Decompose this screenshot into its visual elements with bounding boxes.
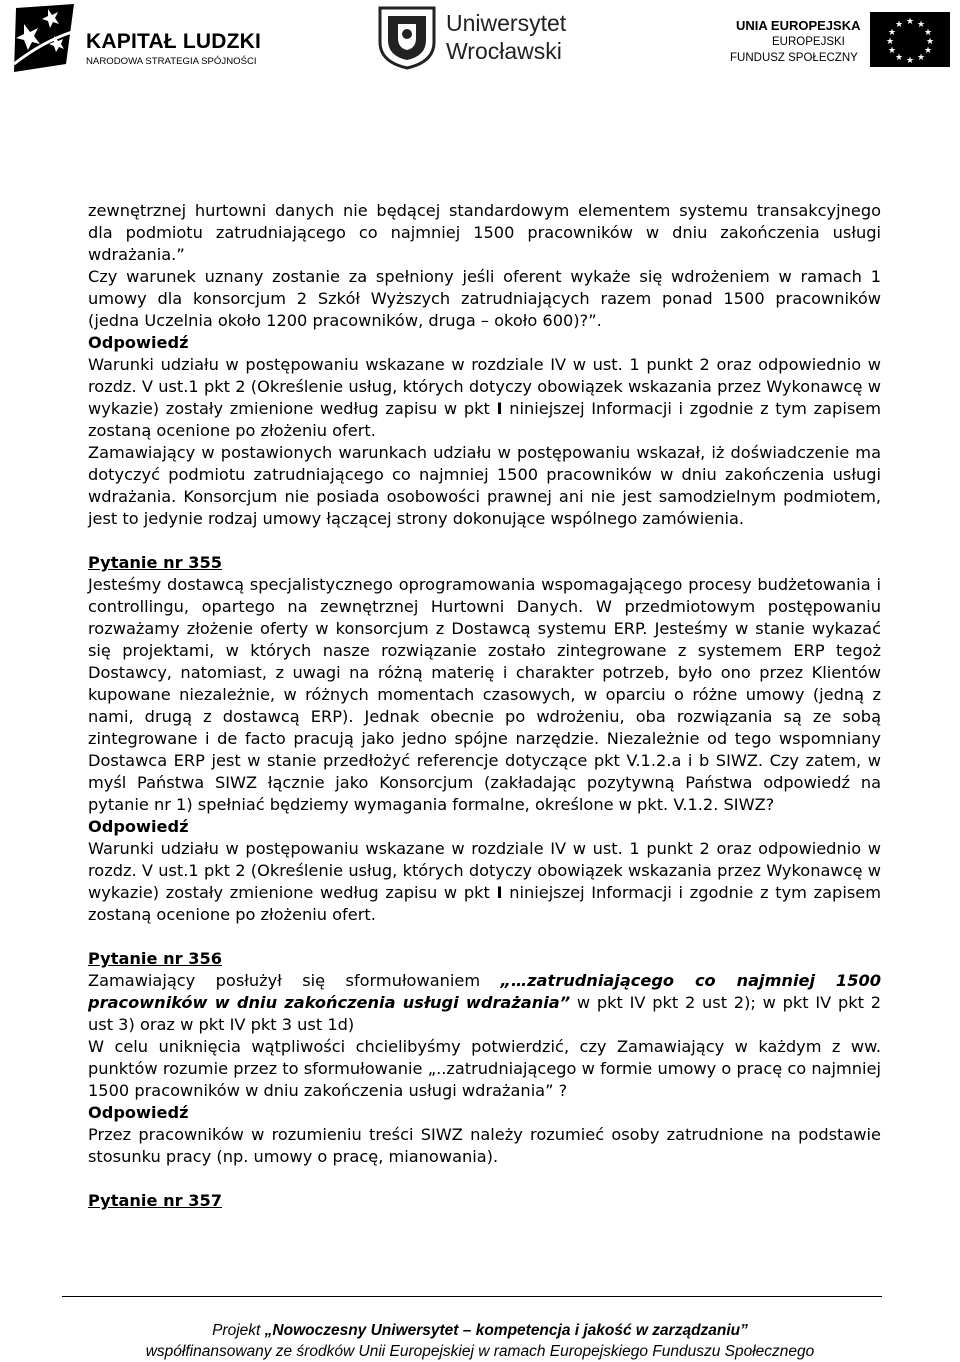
- question-356-text2: W celu uniknięcia wątpliwości chcielibyśmy potwierdzić, czy Zamawiający w każdym z ww. punktów rozumie przez to sformułowanie „..zatrudniającego w formie umowy o pracę co najmniej 1500 pracowników w dniu zakończenia usługi wdrażania” ?: [88, 1037, 881, 1100]
- spacer: [88, 1168, 881, 1190]
- question-356-title: Pytanie nr 356: [88, 949, 222, 968]
- answer-text-part1: Warunki udziału w postępowaniu wskazane w rozdziale IV w ust. 1 punkt 2 oraz odpowiednio w rozdz. V ust.1 pkt 2 (Określenie usług, których dotyczy obowiązek wskazania przez Wykonawcę w wykazie) zostały zmienione według zapisu w pkt: [88, 355, 881, 418]
- svg-text:★: ★: [925, 37, 935, 47]
- footer-project-prefix: Projekt: [212, 1322, 265, 1339]
- uniwersytet-wroclawski-logo: [376, 4, 606, 70]
- university-name-line2: Wrocławski: [446, 38, 562, 64]
- kapital-ludzki-name: KAPITAŁ LUDZKI: [86, 30, 262, 53]
- answer-text: [88, 354, 881, 442]
- svg-text:★: ★: [916, 53, 926, 63]
- answer-text-bold: I: [496, 399, 503, 418]
- eu-fund-line1: EUROPEJSKI: [772, 36, 845, 48]
- question-356-quote: „…zatrudniającego co najmniej 1500 pracowników w dniu zakończenia usługi wdrażania”: [88, 971, 881, 1012]
- svg-text:★: ★: [916, 20, 926, 30]
- svg-text:★: ★: [894, 53, 904, 63]
- svg-text:★: ★: [894, 20, 904, 30]
- document-body: [88, 200, 881, 1212]
- kapital-ludzki-emblem-icon: [6, 2, 82, 74]
- answer-355-text: [88, 838, 881, 926]
- svg-text:★: ★: [923, 28, 933, 38]
- svg-text:★: ★: [887, 28, 897, 38]
- answer-text-part2: niniejszej Informacji i zgodnie z tym zapisem zostaną ocenione po złożeniu ofert.: [88, 399, 881, 440]
- eu-fund-line2: FUNDUSZ SPOŁECZNY: [730, 52, 858, 64]
- question-356-part2: w pkt IV pkt 2 ust 2); w pkt IV pkt 2 ust 3) oraz w pkt IV pkt 3 ust 1d): [88, 993, 881, 1034]
- answer-355-bold: I: [496, 883, 503, 902]
- kapital-ludzki-subtitle: NARODOWA STRATEGIA SPÓJNOŚCI: [86, 56, 257, 67]
- question-357-title: Pytanie nr 357: [88, 1191, 222, 1210]
- svg-text:★: ★: [923, 46, 933, 56]
- spacer: [88, 926, 881, 948]
- svg-text:★: ★: [887, 46, 897, 56]
- question-356-text: [88, 970, 881, 1036]
- paragraph-continuation: zewnętrznej hurtowni danych nie będącej standardowym elementem systemu transakcyjnego dla podmiotu zatrudniającego co najmniej 1500 pracowników w dniu zakończenia usługi wdrażania.”: [88, 201, 881, 264]
- svg-text:★: ★: [885, 37, 895, 47]
- footer-project-line: [0, 1320, 960, 1341]
- eu-social-fund-logo: [728, 10, 960, 72]
- university-crest-icon: [376, 4, 438, 70]
- page-header: [0, 0, 960, 80]
- answer-355-label: Odpowiedź: [88, 817, 189, 836]
- answer-label: Odpowiedź: [88, 333, 189, 352]
- answer-355-part2: niniejszej Informacji i zgodnie z tym zapisem zostaną ocenione po złożeniu ofert.: [88, 883, 881, 924]
- svg-text:★: ★: [905, 56, 915, 66]
- spacer: [88, 530, 881, 552]
- kapital-ludzki-logo: [6, 2, 276, 74]
- question-356-part1: Zamawiający posłużył się sformułowaniem: [88, 971, 501, 990]
- paragraph-question-continuation: Czy warunek uznany zostanie za spełniony jeśli oferent wykaże się wdrożeniem w ramach 1 umowy dla konsorcjum 2 Szkół Wyższych zatrudniających razem ponad 1500 pracowników (jedna Uczelnia około 1200 pracowników, druga – około 600)?”.: [88, 267, 881, 330]
- question-355-text: Jesteśmy dostawcą specjalistycznego oprogramowania wspomagającego procesy budżetowania i controllingu, opartego na zewnętrznej Hurtowni Danych. W przedmiotowym postępowaniu rozważamy złożenie oferty w konsorcjum z Dostawcą systemu ERP. Jesteśmy w stanie wykazać się projektami, w których nasze rozwiązanie zostało zintegrowane z systemem ERP tegoż Dostawcy, natomiast, z uwagi na różną materię i charakter potrzeb, było ono przez Klientów kupowane niezależnie, w różnych momentach czasowych, w oparciu o różne umowy (jedną z nami, drugą z dostawcą ERP). Jednak obecnie po wdrożeniu, oba rozwiązania są ze sobą zintegrowane i de facto pracują jako jedno spójne narzędzie. Niezależnie od tego wspomniany Dostawca ERP jest w stanie przedłożyć referencje dotyczące pkt V.1.2.a i b SIWZ. Czy zatem, w myśl Państwa SIWZ łącznie jako Konsorcjum (zakładając pozytywną Państwa odpowiedź na pytanie nr 1) spełniać będziemy wymagania formalne, określone w pkt. V.1.2. SIWZ?: [88, 575, 881, 814]
- page-footer: [0, 1320, 960, 1362]
- svg-text:★: ★: [905, 17, 915, 27]
- footer-project-name: „Nowoczesny Uniwersytet – kompetencja i jakość w zarządzaniu”: [264, 1322, 748, 1339]
- answer-text-continued: Zamawiający w postawionych warunkach udziału w postępowaniu wskazał, iż doświadczenie ma dotyczyć podmiotu zatrudniającego co najmniej 1500 pracowników w dniu zakończenia usługi wdrażania. Konsorcjum nie posiada osobowości prawnej ani nie jest samodzielnym podmiotem, jest to jedynie rodzaj umowy łączącej strony dokonujące wspólnego zamówienia.: [88, 443, 881, 528]
- footer-divider: [62, 1296, 882, 1297]
- answer-356-text: Przez pracowników w rozumieniu treści SIWZ należy rozumieć osoby zatrudnione na podstawie stosunku pracy (np. umowy o pracę, mianowania).: [88, 1125, 881, 1166]
- eu-flag-icon: [870, 12, 950, 67]
- answer-355-part1: Warunki udziału w postępowaniu wskazane w rozdziale IV w ust. 1 punkt 2 oraz odpowiednio w rozdz. V ust.1 pkt 2 (Określenie usług, których dotyczy obowiązek wskazania przez Wykonawcę w wykazie) zostały zmienione według zapisu w pkt: [88, 839, 881, 902]
- answer-356-label: Odpowiedź: [88, 1103, 189, 1122]
- university-name-line1: Uniwersytet: [446, 10, 567, 36]
- footer-funding-line: współfinansowany ze środków Unii Europejskiej w ramach Europejskiego Funduszu Społecznego: [145, 1343, 815, 1360]
- eu-title: UNIA EUROPEJSKA: [736, 18, 861, 33]
- question-355-title: Pytanie nr 355: [88, 553, 222, 572]
